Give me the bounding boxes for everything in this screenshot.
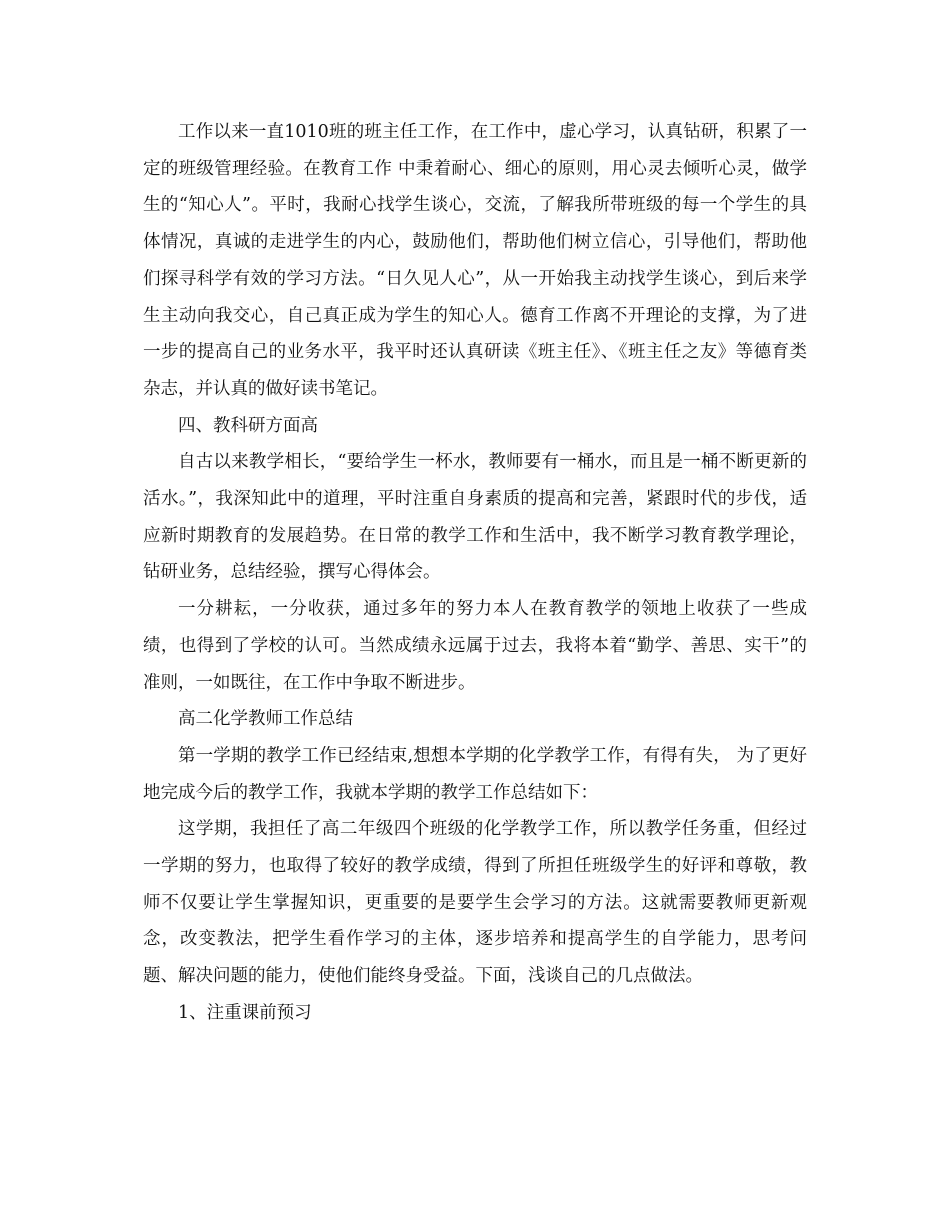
document-title-chemistry-summary: 高二化学教师工作总结 [178, 709, 353, 730]
paragraph-teaching-learning: 自古以来教学相长，“要给学生一杯水，教师要有一桶水，而且是一桶不断更新的活水。”，我深知此中的道理，平时注重自身素质的提高和完善，紧跟时代的步伐，适应新时期教育的发展趋势。在日常的教学工作和生活中，我不断学习教育教学理论，钻研业务，总结经验，撰写心得体会。 [143, 452, 807, 583]
paragraph-achievements: 一分耕耘，一分收获，通过多年的努力本人在教育教学的领地上收获了一些成绩，也得到了学校的认可。当然成绩永远属于过去，我将本着“勤学、善思、实干”的准则，一如既往，在工作中争取不断进步。 [143, 599, 807, 693]
document-body [143, 114, 807, 1032]
section-heading-preview: 1、注重课前预习 [178, 1002, 312, 1023]
section-heading-research: 四、教科研方面高 [178, 415, 318, 436]
paragraph-teaching-work: 这学期，我担任了高二年级四个班级的化学教学工作，所以教学任务重，但经过一学期的努力，也取得了较好的教学成绩，得到了所担任班级学生的好评和尊敬，教师不仅要让学生掌握知识，更重要的是要学生会学习的方法。这就需要教师更新观念，改变教法，把学生看作学习的主体，逐步培养和提高学生的自学能力，思考问题、解决问题的能力，使他们能终身受益。下面，浅谈自己的几点做法。 [143, 819, 807, 987]
paragraph-semester-intro: 第一学期的教学工作已经结束,想想本学期的化学教学工作，有得有失， 为了更好地完成今后的教学工作，我就本学期的教学工作总结如下： [143, 745, 807, 803]
paragraph-class-management: 工作以来一直1010班的班主任工作，在工作中，虚心学习，认真钻研，积累了一定的班级管理经验。在教育工作 中秉着耐心、细心的原则，用心灵去倾听心灵，做学生的“知心人”。平时，我耐心找学生谈心，交流，了解我所带班级的每一个学生的具体情况，真诚的走进学生的内心，鼓励他们，帮助他们树立信心，引导他们，帮助他们探寻科学有效的学习方法。“日久见人心”，从一开始我主动找学生谈心，到后来学生主动向我交心，自己真正成为学生的知心人。德育工作离不开理论的支撑，为了进一步的提高自己的业务水平，我平时还认真研读《班主任》、《班主任之友》等德育类杂志，并认真的做好读书笔记。 [143, 122, 807, 399]
